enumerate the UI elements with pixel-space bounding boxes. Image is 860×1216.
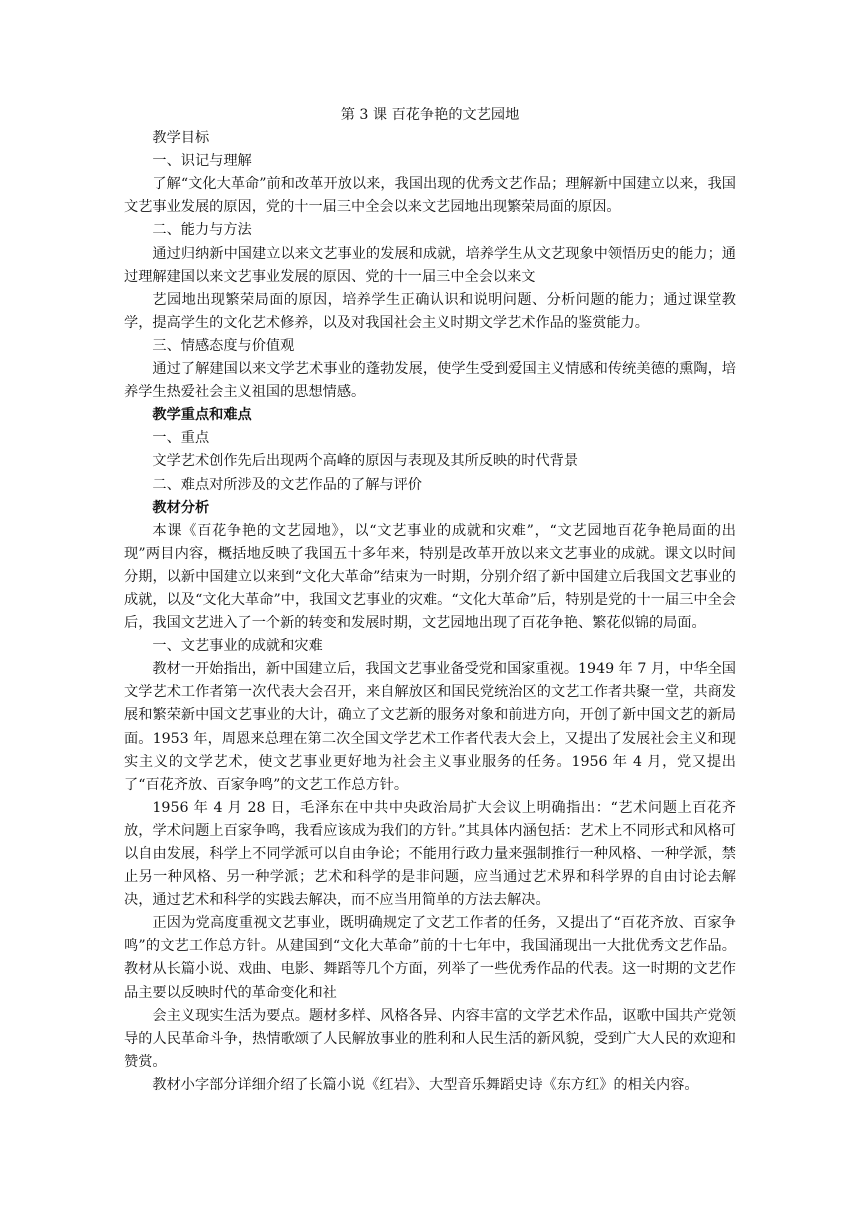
- paragraph: 通过了解建国以来文学艺术事业的蓬勃发展，使学生受到爱国主义情感和传统美德的熏陶，培养学生热爱社会主义祖国的思想情感。: [124, 361, 736, 401]
- paragraph: 教学目标: [152, 130, 210, 147]
- paragraph: 通过归纳新中国建立以来文艺事业的发展和成就，培养学生从文艺现象中领悟历史的能力；通过理解建国以来文艺事业发展的原因、党的十一届三中全会以来文: [124, 245, 736, 285]
- paragraph: 正因为党高度重视文艺事业，既明确规定了文艺工作者的任务，又提出了“百花齐放、百家争鸣”的文艺工作总方针。从建国到“文化大革命”前的十七年中，我国涌现出一大批优秀文艺作品。教材从长篇小说、戏曲、电影、舞蹈等几个方面，列举了一些优秀作品的代表。这一时期的文艺作品主要以反映时代的革命变化和社: [124, 915, 736, 1001]
- paragraph: 一、识记与理解: [152, 153, 252, 170]
- paragraph: 三、情感态度与价值观: [152, 337, 295, 354]
- paragraph: 1956 年 4 月 28 日，毛泽东在中共中央政治局扩大会议上明确指出：“艺术问题上百花齐放，学术问题上百家争鸣，我看应该成为我们的方针。”其具体内涵包括：艺术上不同形式和风格可以自由发展，科学上不同学派可以自由争论；不能用行政力量来强制推行一种风格、一种学派，禁止另一种风格、另一种学派；艺术和科学的是非问题，应当通过艺术界和科学界的自由讨论去解决，通过艺术和科学的实践去解决，而不应当用简单的方法去解决。: [124, 799, 736, 909]
- paragraph: 本课《百花争艳的文艺园地》，以“文艺事业的成就和灾难”，“文艺园地百花争艳局面的出现”两目内容，概括地反映了我国五十多年来，特别是改革开放以来文艺事业的成就。课文以时间分期，以新中国建立以来到“文化大革命”结束为一时期，分别介绍了新中国建立后我国文艺事业的成就，以及“文化大革命”中，我国文艺事业的灾难。“文化大革命”后，特别是党的十一届三中全会后，我国文艺进入了一个新的转变和发展时期，文艺园地出现了百花争艳、繁花似锦的局面。: [124, 522, 736, 632]
- section-heading: 教学重点和难点: [152, 407, 252, 424]
- document-body: [124, 127, 736, 1097]
- paragraph: 教材小字部分详细介绍了长篇小说《红岩》、大型音乐舞蹈史诗《东方红》的相关内容。: [152, 1076, 699, 1093]
- paragraph: 了解“文化大革命”前和改革开放以来，我国出现的优秀文艺作品；理解新中国建立以来，我国文艺事业发展的原因，党的十一届三中全会以来文艺园地出现繁荣局面的原因。: [124, 176, 736, 216]
- lesson-title: 第 3 课 百花争艳的文艺园地: [340, 107, 520, 123]
- paragraph: 一、文艺事业的成就和灾难: [152, 638, 323, 655]
- paragraph: 会主义现实生活为要点。题材多样、风格各异、内容丰富的文学艺术作品，讴歌中国共产党领导的人民革命斗争，热情歌颂了人民解放事业的胜利和人民生活的新风貌，受到广大人民的欢迎和赞赏。: [124, 1007, 736, 1070]
- paragraph: 二、能力与方法: [152, 222, 252, 239]
- section-heading: 教材分析: [152, 499, 210, 516]
- paragraph: 教材一开始指出，新中国建立后，我国文艺事业备受党和国家重视。1949 年 7 月，中华全国文学艺术工作者第一次代表大会召开，来自解放区和国民党统治区的文艺工作者共聚一堂，共商发展和繁荣新中国文艺事业的大计，确立了文艺新的服务对象和前进方向，开创了新中国文艺的新局面。1953 年，周恩来总理在第二次全国文学艺术工作者代表大会上，又提出了发展社会主义和现实主义的文学艺术，使文艺事业更好地为社会主义事业服务的任务。1956 年 4 月，党又提出了“百花齐放、百家争鸣”的文艺工作总方针。: [124, 661, 736, 793]
- paragraph: 艺园地出现繁荣局面的原因，培养学生正确认识和说明问题、分析问题的能力；通过课堂教学，提高学生的文化艺术修养，以及对我国社会主义时期文学艺术作品的鉴赏能力。: [124, 291, 736, 331]
- paragraph: 一、重点: [152, 430, 210, 447]
- paragraph: 文学艺术创作先后出现两个高峰的原因与表现及其所反映的时代背景: [152, 453, 579, 470]
- paragraph: 二、难点对所涉及的文艺作品的了解与评价: [152, 476, 422, 493]
- document-page: [124, 104, 736, 1097]
